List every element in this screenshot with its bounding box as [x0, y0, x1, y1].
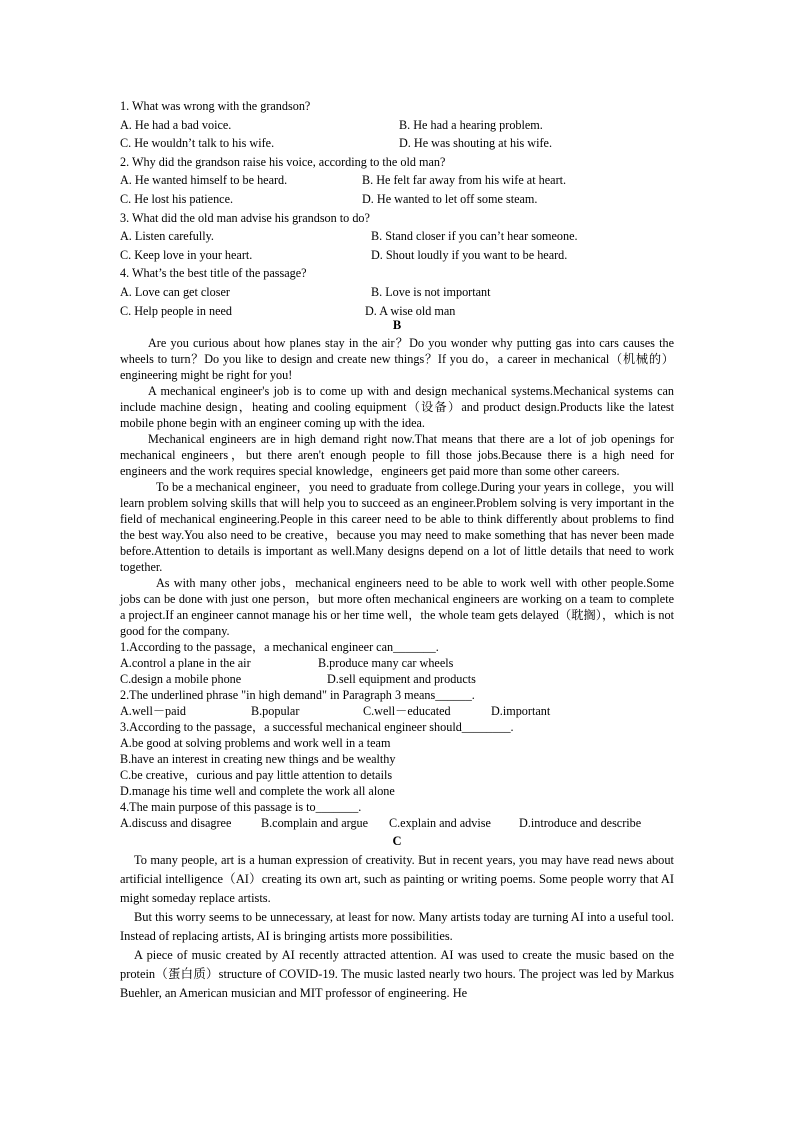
option[interactable]: C.explain and advise: [389, 816, 491, 831]
section-b-questions: [120, 639, 674, 831]
section-c-heading: C: [392, 834, 402, 849]
option[interactable]: D. Shout loudly if you want to be heard.: [371, 247, 568, 262]
option[interactable]: A.well－paid: [120, 704, 187, 719]
option[interactable]: D.sell equipment and products: [327, 672, 476, 687]
option-row: [120, 283, 674, 302]
question-stem: 3.According to the passage，a successful mechanical engineer should________.: [120, 720, 514, 735]
option[interactable]: A.be good at solving problems and work well in a team: [120, 736, 391, 751]
question-stem: 4. What’s the best title of the passage?: [120, 266, 307, 281]
option[interactable]: C.design a mobile phone: [120, 672, 242, 687]
option[interactable]: A. Listen carefully.: [120, 229, 214, 244]
passage-paragraph: Mechanical engineers are in high demand right now.That means that there are a lot of job openings for mechanical engineers，but there aren't enough people to fill those jobs.Because there is a high need for engineers and the work requires special knowledge，engineers get paid more than some other careers.: [120, 432, 674, 479]
option-row: [120, 134, 674, 153]
option[interactable]: C. Keep love in your heart.: [120, 247, 253, 262]
question-stem: 2.The underlined phrase "in high demand" in Paragraph 3 means______.: [120, 688, 475, 703]
exam-page: [120, 97, 674, 1003]
option[interactable]: C. He wouldn’t talk to his wife.: [120, 136, 275, 151]
passage-paragraph: To be a mechanical engineer，you need to graduate from college.During your years in college，you will learn problem solving skills that will help you to succeed as an engineer.Problem solving is very important in the field of mechanical engineering.People in this career need to be able to think differently about problems to find the best way.You also need to be creative，because you may need to make something that has never been made before.Attention to details is important as well.Many designs depend on a lot of little details that need to work together.: [120, 480, 674, 575]
option[interactable]: A. He had a bad voice.: [120, 117, 232, 132]
option-row: [120, 655, 674, 671]
option[interactable]: D. He wanted to let off some steam.: [362, 191, 538, 206]
section-a-questions: [120, 97, 674, 320]
option[interactable]: B. Love is not important: [371, 284, 491, 299]
option[interactable]: C. Help people in need: [120, 303, 233, 318]
option[interactable]: A. He wanted himself to be heard.: [120, 173, 288, 188]
passage-paragraph: As with many other jobs，mechanical engineers need to be able to work well with other people.Some jobs can be done with just one person，but more often mechanical engineers are working on a team to complete a project.If an engineer cannot manage his or her time well，the whole team gets delayed（耽搁），which is not good for the company.: [120, 576, 674, 639]
option[interactable]: A.control a plane in the air: [120, 656, 251, 671]
option[interactable]: C.well－educated: [363, 704, 451, 719]
option-row: [120, 815, 674, 831]
question-stem: 1.According to the passage，a mechanical engineer can_______.: [120, 640, 439, 655]
option[interactable]: C.be creative，curious and pay little attention to details: [120, 768, 393, 783]
question-stem: 4.The main purpose of this passage is to_______.: [120, 800, 362, 815]
passage-paragraph: But this worry seems to be unnecessary, at least for now. Many artists today are turning AI into a useful tool. Instead of replacing artists, AI is bringing artists more possibilities.: [120, 910, 674, 944]
passage-paragraph: A piece of music created by AI recently attracted attention. AI was used to create the music based on the protein（蛋白质）structure of COVID-19. The music lasted nearly two hours. The project was led by Markus Buehler, an American musician and MIT professor of engineering. He: [120, 948, 674, 1001]
option-row: [120, 227, 674, 246]
option-row: [120, 190, 674, 209]
passage-paragraph: To many people, art is a human expression of creativity. But in recent years, you may have read news about artificial intelligence（AI）creating its own art, such as painting or writing poems. Some people worry that AI might someday replace artists.: [120, 853, 674, 906]
option[interactable]: B. He had a hearing problem.: [399, 117, 543, 132]
option[interactable]: D.manage his time well and complete the work all alone: [120, 784, 395, 799]
option[interactable]: A. Love can get closer: [120, 284, 230, 299]
option[interactable]: B. Stand closer if you can’t hear someone.: [371, 229, 578, 244]
passage-paragraph: A mechanical engineer's job is to come up with and design mechanical systems.Mechanical systems can include machine design，heating and cooling equipment（设备）and product design.Products like the latest mobile phone begin with an engineer coming up with the idea.: [120, 384, 674, 431]
option-row: [120, 116, 674, 135]
option[interactable]: D.introduce and describe: [519, 816, 642, 831]
question-stem: 3. What did the old man advise his grandson to do?: [120, 210, 370, 225]
option[interactable]: C. He lost his patience.: [120, 191, 234, 206]
option[interactable]: A.discuss and disagree: [120, 816, 232, 831]
option[interactable]: B.complain and argue: [261, 816, 369, 831]
option-row: [120, 246, 674, 265]
option[interactable]: B. He felt far away from his wife at heart.: [362, 173, 567, 188]
question-stem: 2. Why did the grandson raise his voice, according to the old man?: [120, 154, 446, 169]
section-b-passage: [120, 335, 674, 639]
option[interactable]: D. He was shouting at his wife.: [399, 136, 552, 151]
option-row: [120, 671, 674, 687]
option[interactable]: D.important: [491, 704, 551, 719]
option[interactable]: B.produce many car wheels: [318, 656, 454, 671]
option[interactable]: B.have an interest in creating new things and be wealthy: [120, 752, 396, 767]
option[interactable]: D. A wise old man: [365, 303, 456, 318]
option-row: [120, 703, 674, 719]
question-stem: 1. What was wrong with the grandson?: [120, 99, 311, 113]
passage-paragraph: Are you curious about how planes stay in the air？Do you wonder why putting gas into cars causes the wheels to turn？Do you like to design and create new things？If you do，a career in mechanical（机械的）engineering might be right for you!: [120, 336, 674, 383]
option[interactable]: B.popular: [251, 704, 300, 719]
section-c-passage: [120, 851, 674, 1003]
option-row: [120, 171, 674, 190]
section-b-heading: B: [392, 318, 402, 333]
